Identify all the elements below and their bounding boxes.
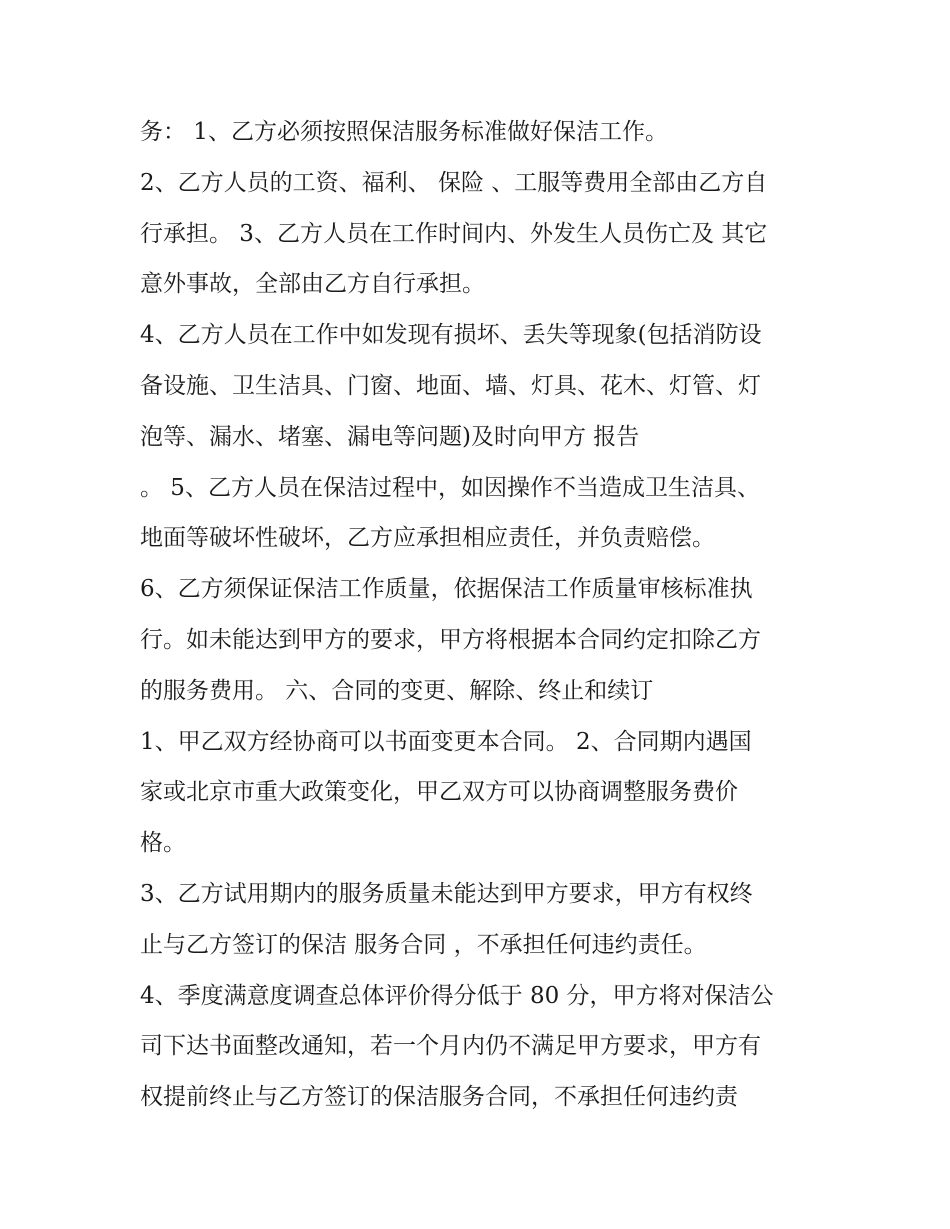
text-line: 4、乙方人员在工作中如发现有损坏、丢失等现象(包括消防设 xyxy=(140,322,762,349)
text-line: 备设施、卫生洁具、门窗、地面、墙、灯具、花木、灯管、灯 xyxy=(140,372,761,399)
text-line: 权提前终止与乙方签订的保洁服务合同，不承担任何违约责 xyxy=(140,1084,738,1111)
text-line: 务： 1、乙方必须按照保洁服务标准做好保洁工作。 xyxy=(140,119,668,145)
text-line: 止与乙方签订的保洁 服务合同 ，不承担任何违约责任。 xyxy=(140,931,707,958)
text-line: 格。 xyxy=(140,830,186,857)
text-line: 行。如未能达到甲方的要求，甲方将根据本合同约定扣除乙方 xyxy=(140,626,761,653)
text-line: 泡等、漏水、堵塞、漏电等问题)及时向甲方 报告 xyxy=(140,423,640,450)
text-line: 的服务费用。 六、合同的变更、解除、终止和续订 xyxy=(140,677,654,704)
text-line: 1、甲乙双方经协商可以书面变更本合同。 2、合同期内遇国 xyxy=(140,728,752,755)
text-line: 地面等破坏性破坏，乙方应承担相应责任，并负责赔偿。 xyxy=(140,525,715,552)
text-line: 。 5、乙方人员在保洁过程中，如因操作不当造成卫生洁具、 xyxy=(140,474,760,501)
text-line: 2、乙方人员的工资、福利、 保险 、工服等费用全部由乙方自 xyxy=(140,169,768,196)
text-line: 司下达书面整改通知，若一个月内仍不满足甲方要求，甲方有 xyxy=(140,1033,761,1060)
text-line: 6、乙方须保证保洁工作质量，依据保洁工作质量审核标准执 xyxy=(140,576,753,603)
text-line: 4、季度满意度调查总体评价得分低于 80 分，甲方将对保洁公 xyxy=(140,982,774,1009)
contract-text xyxy=(140,107,830,1123)
text-line: 意外事故，全部由乙方自行承担。 xyxy=(140,271,485,298)
text-line: 3、乙方试用期内的服务质量未能达到甲方要求，甲方有权终 xyxy=(140,880,753,907)
text-line: 家或北京市重大政策变化，甲乙双方可以协商调整服务费价 xyxy=(140,779,738,806)
text-line: 行承担。 3、乙方人员在工作时间内、外发生人员伤亡及 其它 xyxy=(140,220,768,247)
